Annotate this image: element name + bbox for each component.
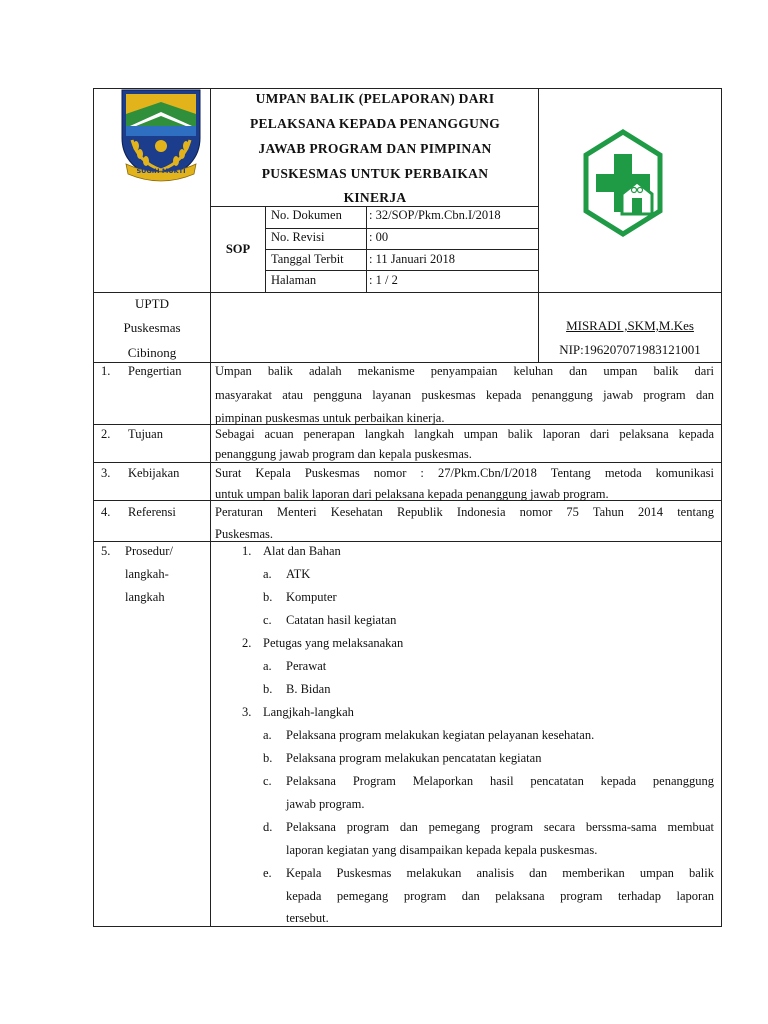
page-value: : 1 / 2	[369, 273, 398, 287]
section-1-line-3: pimpinan puskesmas untuk perbaikan kinerja.	[215, 411, 445, 425]
group-3-item-c-line-2: jawab program.	[286, 797, 365, 811]
doc-info-row-3	[265, 270, 539, 271]
section-4-number: 4.	[101, 505, 111, 519]
section-5-label-line-2: langkah-	[125, 567, 169, 581]
title-line-2: PELAKSANA KEPADA PENANGGUNG	[249, 116, 501, 131]
group-3-item-b-line-1: Pelaksana program melakukan pencatatan kegiatan	[286, 751, 542, 765]
section-3-line-1: Surat Kepala Puskesmas nomor : 27/Pkm.Cbn/I/2018 Tentang metoda komunikasi	[215, 466, 714, 480]
group-3-item-b-marker: b.	[263, 751, 273, 765]
section-3-number: 3.	[101, 466, 111, 480]
section-4-label: Referensi	[128, 505, 176, 519]
section-1-line-1: Umpan balik adalah mekanisme penyampaian keluhan dan umpan balik dari	[215, 364, 714, 378]
group-1-item-a-marker: a.	[263, 567, 272, 581]
group-3-item-e-marker: e.	[263, 866, 272, 880]
section-5-number: 5.	[101, 544, 111, 558]
row-line-2	[93, 462, 722, 463]
unit-line-2: Puskesmas	[123, 320, 181, 335]
section-2-number: 2.	[101, 427, 111, 441]
group-1-item-b-marker: b.	[263, 590, 273, 604]
procedure-group-2-number: 2.	[242, 636, 252, 650]
section-2-line-2: penanggung jawab program dan kepala puskesmas.	[215, 447, 472, 461]
unit-line-3: Cibinong	[127, 345, 177, 360]
group-1-item-c-marker: c.	[263, 613, 272, 627]
section-2-label: Tujuan	[128, 427, 163, 441]
table-border-right	[721, 88, 722, 927]
procedure-group-1-title: Alat dan Bahan	[263, 544, 341, 558]
revision-label: No. Revisi	[271, 230, 325, 244]
puskesmas-logo	[582, 128, 664, 238]
header-lower-top	[93, 292, 722, 293]
doc-info-row-2	[265, 249, 539, 250]
procedure-group-3-number: 3.	[242, 705, 252, 719]
body-divider	[210, 362, 211, 927]
section-3-label: Kebijakan	[128, 466, 180, 480]
section-3-line-2: untuk umpan balik laporan dari pelaksana kepada penanggung jawab program.	[215, 487, 609, 501]
header-divider-1	[210, 88, 211, 362]
group-2-item-a-marker: a.	[263, 659, 272, 673]
group-3-item-d-line-1: Pelaksana program dan pemegang program secara berssma-sama membuat	[286, 820, 714, 834]
group-3-item-c-marker: c.	[263, 774, 272, 788]
group-3-item-e-line-3: tersebut.	[286, 911, 329, 925]
group-3-item-e-line-1: Kepala Puskesmas melakukan analisis dan memberikan umpan balik	[286, 866, 714, 880]
section-1-line-2: masyarakat atau pengguna layanan puskesmas kepada penanggung jawab program dan	[215, 388, 714, 402]
group-2-item-b-marker: b.	[263, 682, 273, 696]
section-4-line-1: Peraturan Menteri Kesehatan Republik Indonesia nomor 75 Tahun 2014 tentang	[215, 505, 714, 519]
unit-line-1: UPTD	[135, 296, 169, 311]
sop-label: SOP	[225, 242, 251, 256]
section-1-number: 1.	[101, 364, 111, 378]
section-5-label-line-3: langkah	[125, 590, 165, 604]
page-label: Halaman	[271, 273, 317, 287]
procedure-group-3-title: Langjkah-langkah	[263, 705, 354, 719]
doc-number-value: : 32/SOP/Pkm.Cbn.I/2018	[369, 208, 501, 222]
procedure-group-1-number: 1.	[242, 544, 252, 558]
group-3-item-d-marker: d.	[263, 820, 273, 834]
emblem-motto: SUGIH MUKTI	[136, 167, 186, 175]
procedure-group-2-title: Petugas yang melaksanakan	[263, 636, 404, 650]
group-1-item-c: Catatan hasil kegiatan	[286, 613, 397, 627]
group-3-item-a-line-1: Pelaksana program melakukan kegiatan pelayanan kesehatan.	[286, 728, 595, 742]
title-line-1: UMPAN BALIK (PELAPORAN) DARI	[255, 91, 495, 106]
row-line-4	[93, 541, 722, 542]
section-4-line-2: Puskesmas.	[215, 527, 273, 541]
group-3-item-a-marker: a.	[263, 728, 272, 742]
section-2-line-1: Sebagai acuan penerapan langkah langkah umpan balik laporan dari pelaksana kepada	[215, 427, 714, 441]
signatory-nip: NIP:196207071983121001	[559, 342, 701, 357]
section-1-label: Pengertian	[128, 364, 182, 378]
group-3-item-c-line-1: Pelaksana Program Melaporkan hasil pencatatan kepada penanggung	[286, 774, 714, 788]
group-2-item-b: B. Bidan	[286, 682, 331, 696]
title-line-4: PUSKESMAS UNTUK PERBAIKAN	[261, 166, 489, 181]
revision-value: : 00	[369, 230, 389, 244]
group-1-item-b: Komputer	[286, 590, 337, 604]
section-5-label-line-1: Prosedur/	[125, 544, 173, 558]
table-border-left	[93, 88, 94, 927]
title-line-3: JAWAB PROGRAM DAN PIMPINAN	[258, 141, 492, 156]
doc-number-label: No. Dokumen	[271, 208, 342, 222]
issue-date-value: : 11 Januari 2018	[369, 252, 455, 266]
table-border-bottom	[93, 926, 722, 927]
header-divider-2	[538, 88, 539, 362]
signatory-name: MISRADI ,SKM,M.Kes	[566, 318, 694, 333]
group-3-item-e-line-2: kepada pemegang program dan pelaksana program terhadap laporan	[286, 889, 714, 903]
group-1-item-a: ATK	[286, 567, 311, 581]
issue-date-label: Tanggal Terbit	[271, 252, 344, 266]
title-line-5: KINERJA	[343, 190, 407, 205]
district-emblem	[118, 88, 204, 184]
group-3-item-d-line-2: laporan kegiatan yang disampaikan kepada kepala puskesmas.	[286, 843, 598, 857]
group-2-item-a: Perawat	[286, 659, 327, 673]
